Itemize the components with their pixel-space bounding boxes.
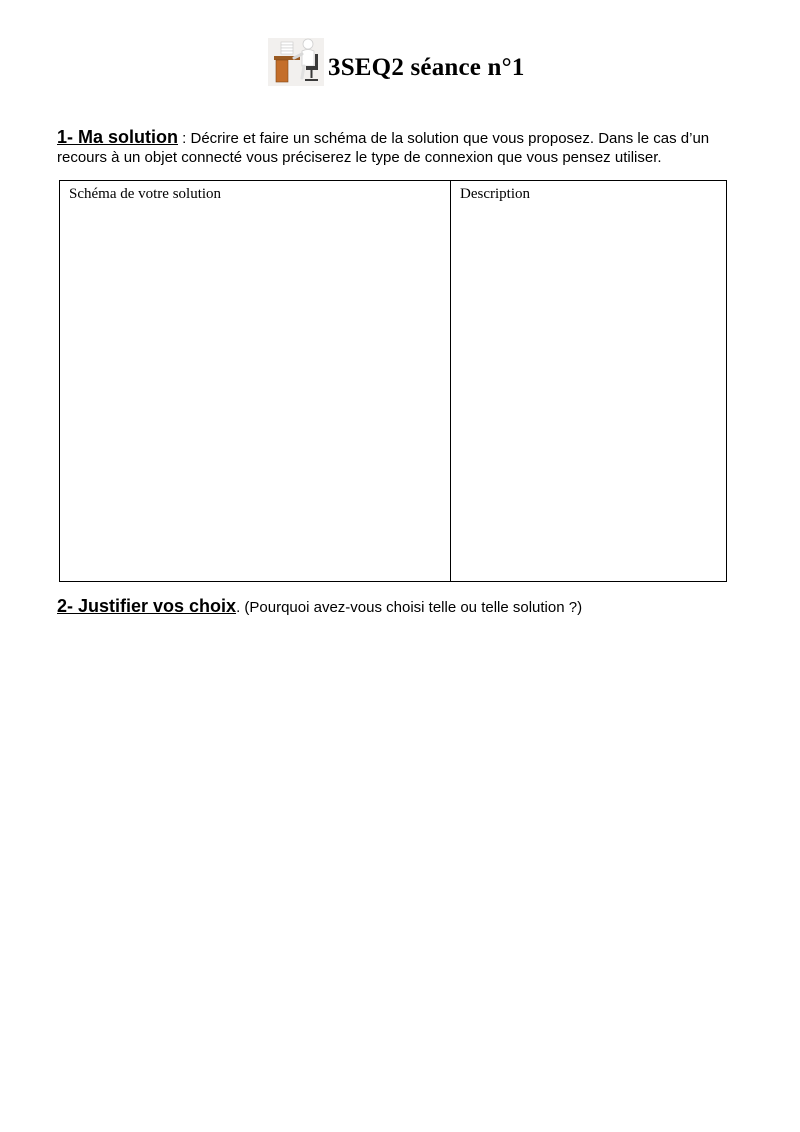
section-1 bbox=[57, 128, 757, 167]
solution-table bbox=[59, 180, 727, 582]
person-at-desk-icon bbox=[268, 32, 326, 88]
section-2 bbox=[57, 595, 757, 619]
section-2-heading: 2- Justifier vos choix bbox=[57, 596, 237, 616]
schema-cell[interactable] bbox=[60, 181, 451, 581]
description-cell-label: Description bbox=[460, 186, 530, 202]
section-2-instructions: . (Pourquoi avez-vous choisi telle ou telle solution ?) bbox=[236, 599, 583, 616]
section-1-heading: 1- Ma solution bbox=[57, 127, 178, 147]
page-title: 3SEQ2 séance n°1 bbox=[328, 54, 525, 81]
schema-cell-label: Schéma de votre solution bbox=[69, 186, 222, 202]
description-cell[interactable] bbox=[451, 181, 726, 581]
page-header bbox=[268, 30, 525, 90]
section-1-instructions: : Décrire et faire un schéma de la solution que vous proposez. Dans le cas d’un recours à un objet connecté vous préciserez le type de connexion que vous pensez utiliser. bbox=[57, 130, 710, 166]
